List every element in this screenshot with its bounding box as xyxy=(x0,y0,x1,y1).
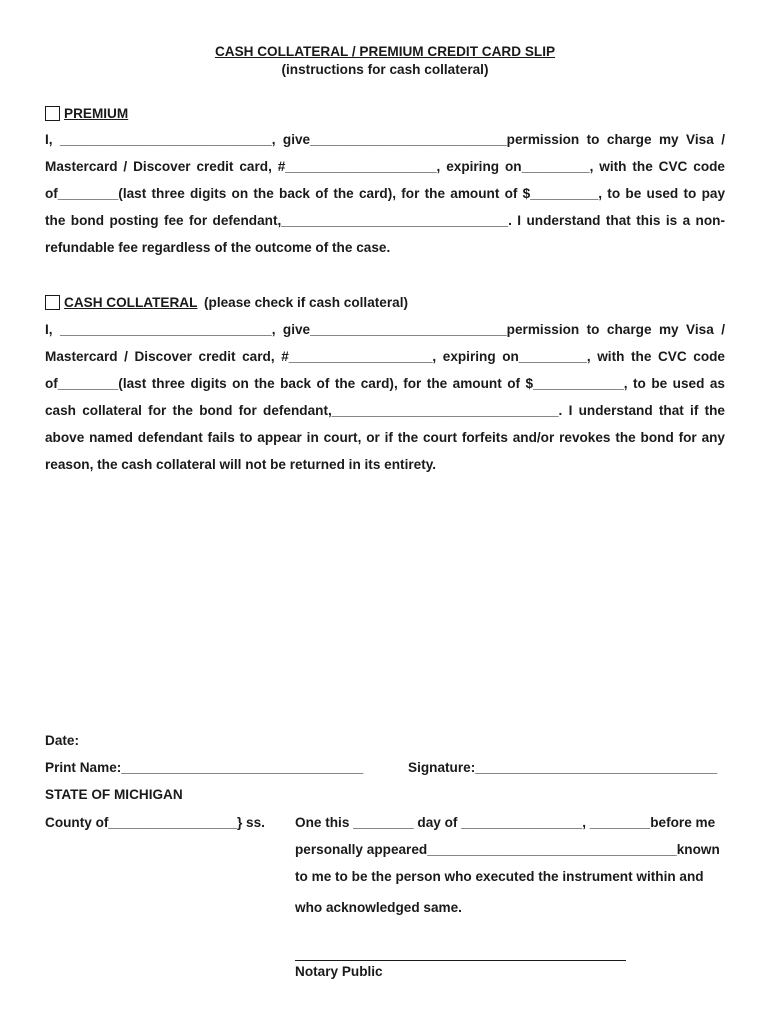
premium-heading: PREMIUM xyxy=(64,106,129,121)
premium-line-4: the bond posting fee for defendant,______________________________. I understand that this is a non- xyxy=(45,213,725,228)
cash-line-4: cash collateral for the bond for defendant,______________________________. I understand that if the xyxy=(45,403,725,418)
county-field: County of_________________} ss. xyxy=(45,815,265,830)
signature-field: Signature:________________________________ xyxy=(408,760,718,775)
notary-line-1: One this ________ day of ________________, ________before me xyxy=(295,815,716,830)
page-subtitle: (instructions for cash collateral) xyxy=(281,62,489,77)
cash-collateral-checkbox[interactable] xyxy=(45,295,60,310)
cash-line-5: above named defendant fails to appear in court, or if the court forfeits and/or revokes the bond for any xyxy=(45,430,725,445)
notary-line-2: personally appeared_________________________________known xyxy=(295,842,720,857)
cash-line-6: reason, the cash collateral will not be returned in its entirety. xyxy=(45,457,437,472)
premium-line-3: of________(last three digits on the back of the card), for the amount of $_________, to be used to pay xyxy=(45,186,725,201)
date-label: Date: xyxy=(45,733,79,748)
notary-line-4: who acknowledged same. xyxy=(295,900,462,915)
notary-signature-line xyxy=(295,960,626,961)
cash-line-2: Mastercard / Discover credit card, #___________________, expiring on_________, with the CVC code xyxy=(45,349,725,364)
notary-line-3: to me to be the person who executed the instrument within and xyxy=(295,869,704,884)
state-label: STATE OF MICHIGAN xyxy=(45,787,183,802)
cash-line-1: I, ____________________________, give__________________________permission to charge my Visa / xyxy=(45,322,725,337)
print-name-field: Print Name:________________________________ xyxy=(45,760,364,775)
cash-line-3: of________(last three digits on the back of the card), for the amount of $____________, to be used as xyxy=(45,376,725,391)
page-title: CASH COLLATERAL / PREMIUM CREDIT CARD SLIP xyxy=(214,44,556,59)
premium-checkbox[interactable] xyxy=(45,106,60,121)
premium-line-1: I, ____________________________, give__________________________permission to charge my Visa / xyxy=(45,132,725,147)
cash-collateral-note: (please check if cash collateral) xyxy=(204,295,409,310)
notary-public-label: Notary Public xyxy=(295,964,383,979)
cash-collateral-heading: CASH COLLATERAL xyxy=(64,295,198,310)
premium-line-2: Mastercard / Discover credit card, #____________________, expiring on_________, with the CVC code xyxy=(45,159,725,174)
premium-line-5: refundable fee regardless of the outcome of the case. xyxy=(45,240,391,255)
